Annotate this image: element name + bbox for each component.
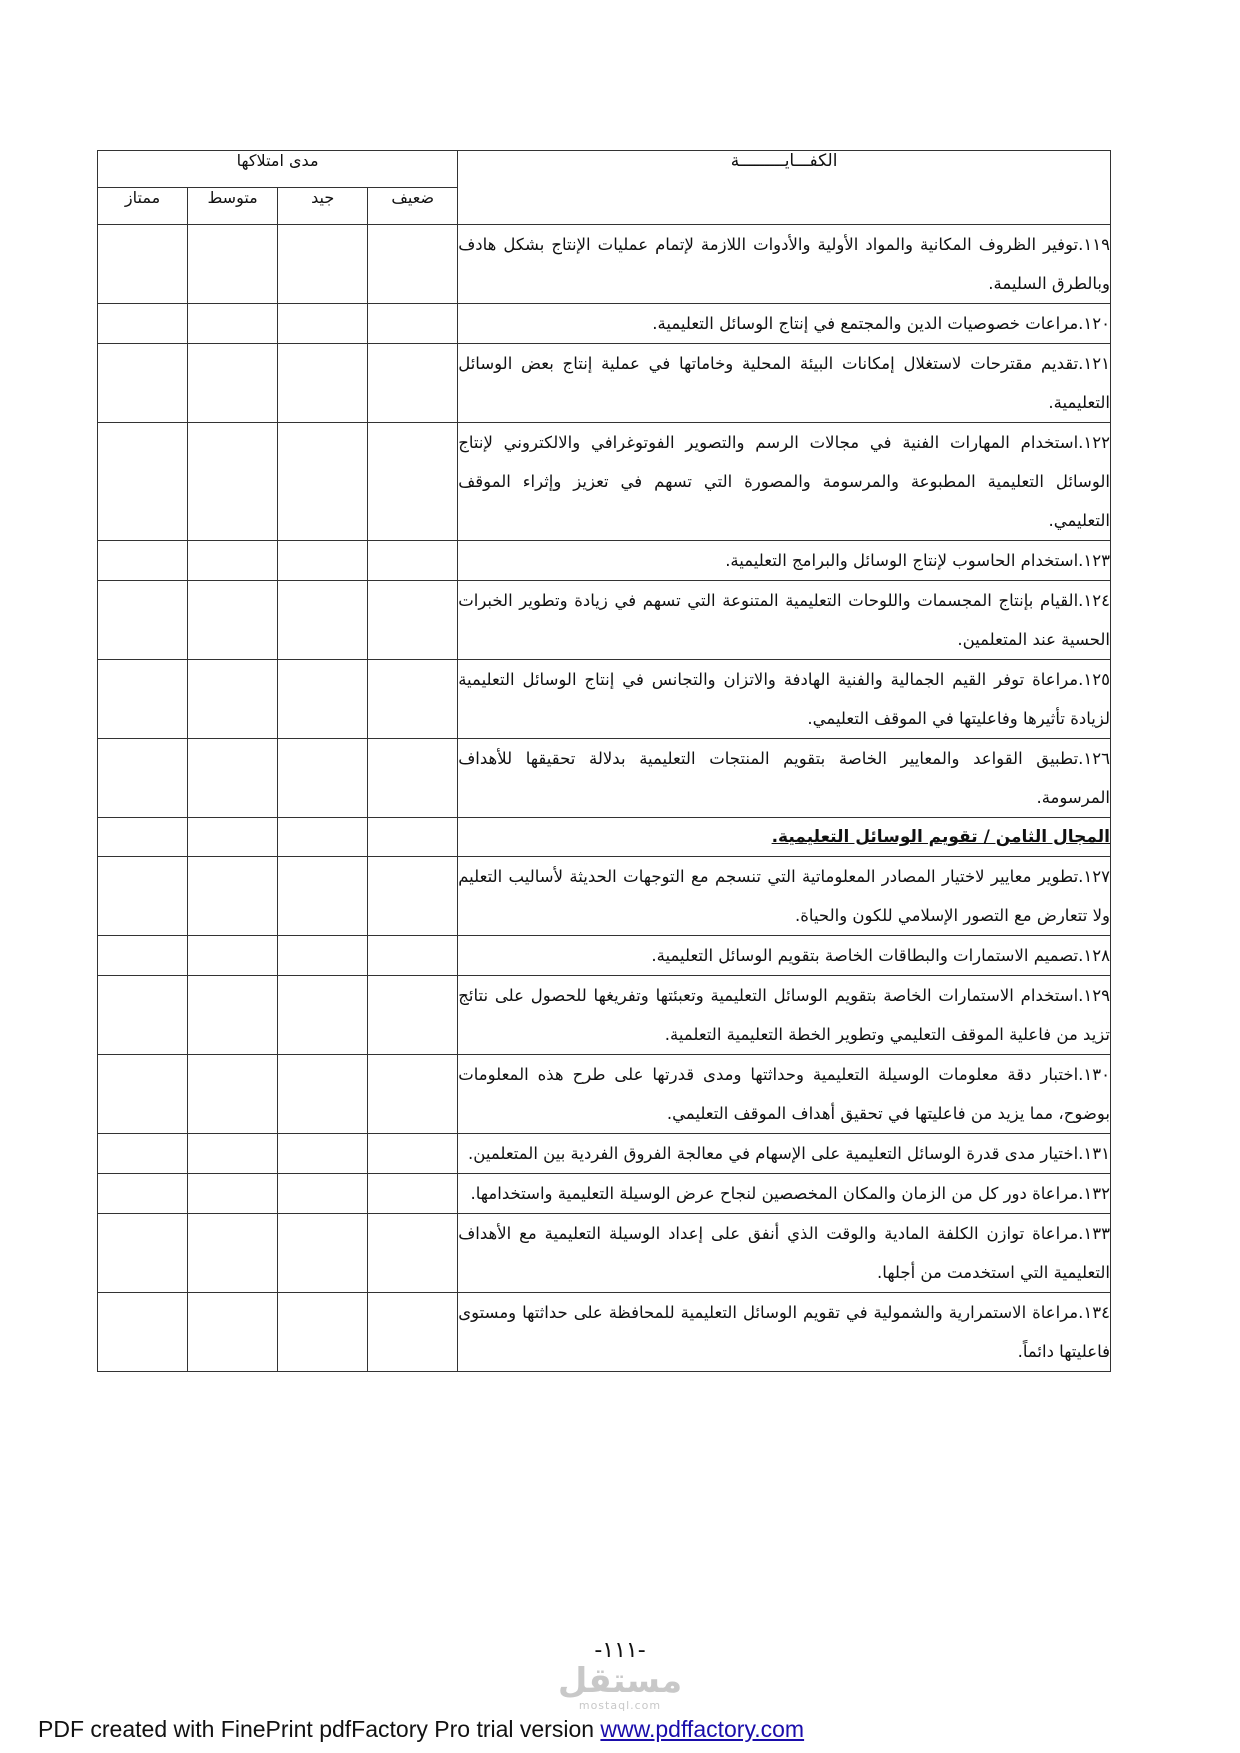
competency-text-continued: الوسائل التعليمية لزيادة تأثيرها وفاعليتها في الموقف التعليمي. <box>458 670 1110 728</box>
rating-cell[interactable] <box>98 936 188 976</box>
table-row <box>98 541 1111 581</box>
competency-cell <box>458 1174 1111 1214</box>
rating-cell[interactable] <box>368 818 458 857</box>
rating-cell[interactable] <box>188 344 278 423</box>
rating-cell[interactable] <box>98 581 188 660</box>
competency-text-continued: وتطوير الخبرات الحسية عند المتعلمين. <box>458 591 1110 649</box>
competency-cell <box>458 1293 1111 1372</box>
rating-cell[interactable] <box>368 936 458 976</box>
rating-cell[interactable] <box>188 225 278 304</box>
table-row <box>98 1293 1111 1372</box>
header-level-average: متوسط <box>188 188 278 225</box>
rating-cell[interactable] <box>188 976 278 1055</box>
rating-cell[interactable] <box>368 225 458 304</box>
rating-cell[interactable] <box>278 581 368 660</box>
rating-cell[interactable] <box>368 344 458 423</box>
competency-text-continued: الحديثة لأساليب التعليم ولا تتعارض مع التصور الإسلامي للكون والحياة. <box>458 867 1110 925</box>
watermark-logo <box>545 1663 695 1712</box>
rating-cell[interactable] <box>368 304 458 344</box>
rating-cell[interactable] <box>188 660 278 739</box>
watermark-main: مستقل <box>557 1661 683 1701</box>
rating-cell[interactable] <box>278 1174 368 1214</box>
rating-cell[interactable] <box>278 1293 368 1372</box>
rating-cell[interactable] <box>278 1055 368 1134</box>
rating-cell[interactable] <box>278 818 368 857</box>
table-row <box>98 660 1111 739</box>
rating-cell[interactable] <box>188 581 278 660</box>
header-level-weak: ضعيف <box>368 188 458 225</box>
competency-text: ١٣٤.مراعاة الاستمرارية والشمولية في تقويم الوسائل التعليمية للمحافظة على <box>573 1303 1110 1322</box>
rating-cell[interactable] <box>278 739 368 818</box>
rating-cell[interactable] <box>188 1214 278 1293</box>
rating-cell[interactable] <box>368 1214 458 1293</box>
competency-text-continued: هذه المعلومات بوضوح، مما يزيد من فاعليتها في تحقيق أهداف الموقف التعليمي. <box>458 1065 1110 1123</box>
rating-cell[interactable] <box>278 225 368 304</box>
rating-cell[interactable] <box>98 344 188 423</box>
rating-cell[interactable] <box>188 1293 278 1372</box>
rating-cell[interactable] <box>278 1214 368 1293</box>
rating-cell[interactable] <box>368 739 458 818</box>
rating-cell[interactable] <box>98 1055 188 1134</box>
competency-text: ١٣٣.مراعاة توازن الكلفة المادية والوقت الذي أنفق على إعداد الوسيلة <box>608 1224 1111 1243</box>
rating-cell[interactable] <box>368 423 458 541</box>
rating-cell[interactable] <box>278 936 368 976</box>
competency-text: ١٢٣.استخدام الحاسوب لإنتاج الوسائل والبرامج التعليمية. <box>725 551 1110 570</box>
table-row <box>98 1134 1111 1174</box>
competency-text: ١٢٤.القيام بإنتاج المجسمات واللوحات التعليمية المتنوعة التي تسهم في زيادة <box>574 591 1110 610</box>
rating-cell[interactable] <box>278 857 368 936</box>
watermark-sub: mostaql.com <box>578 1699 662 1712</box>
table-row <box>98 857 1111 936</box>
rating-cell[interactable] <box>188 818 278 857</box>
table-row <box>98 423 1111 541</box>
competency-cell <box>458 1055 1111 1134</box>
competency-cell <box>458 976 1111 1055</box>
competency-text: ١٢١.تقديم مقترحات لاستغلال إمكانات البيئة المحلية وخاماتها في عملية <box>601 354 1111 373</box>
table-row <box>98 936 1111 976</box>
table-row <box>98 344 1111 423</box>
rating-cell[interactable] <box>278 660 368 739</box>
competency-text-continued: للحصول على نتائج تزيد من فاعلية الموقف التعليمي وتطوير الخطة التعليمية التعلمية. <box>458 986 1110 1044</box>
table-row <box>98 1055 1111 1134</box>
rating-cell[interactable] <box>98 1174 188 1214</box>
competency-text-continued: الإنتاج بشكل هادف وبالطرق السليمة. <box>458 235 1110 293</box>
competency-table <box>97 150 1111 1372</box>
rating-cell[interactable] <box>368 541 458 581</box>
footer-text: PDF created with FinePrint pdfFactory Pro trial version <box>38 1716 601 1742</box>
page-number: -١١١- <box>594 1638 646 1663</box>
rating-cell[interactable] <box>98 857 188 936</box>
rating-cell[interactable] <box>188 541 278 581</box>
table-row <box>98 1214 1111 1293</box>
table-row <box>98 1174 1111 1214</box>
table-row <box>98 581 1111 660</box>
rating-cell[interactable] <box>188 936 278 976</box>
rating-cell[interactable] <box>98 976 188 1055</box>
rating-cell[interactable] <box>188 1055 278 1134</box>
rating-cell[interactable] <box>188 857 278 936</box>
competency-text: ١٢٦.تطبيق القواعد والمعايير الخاصة بتقويم المنتجات التعليمية بدلالة <box>589 749 1110 768</box>
rating-cell[interactable] <box>278 976 368 1055</box>
table-row <box>98 225 1111 304</box>
rating-cell[interactable] <box>278 541 368 581</box>
rating-cell[interactable] <box>98 541 188 581</box>
rating-cell[interactable] <box>98 1134 188 1174</box>
rating-cell[interactable] <box>278 344 368 423</box>
rating-cell[interactable] <box>188 739 278 818</box>
rating-cell[interactable] <box>98 660 188 739</box>
competency-cell <box>458 1214 1111 1293</box>
rating-cell[interactable] <box>98 818 188 857</box>
table-row <box>98 976 1111 1055</box>
competency-cell <box>458 936 1111 976</box>
rating-cell[interactable] <box>368 1055 458 1134</box>
competency-cell <box>458 660 1111 739</box>
rating-cell[interactable] <box>278 304 368 344</box>
rating-cell[interactable] <box>188 304 278 344</box>
rating-cell[interactable] <box>278 423 368 541</box>
table-body <box>98 225 1111 1372</box>
competency-text-continued: إنتاج بعض الوسائل التعليمية. <box>458 354 1110 412</box>
rating-cell[interactable] <box>98 423 188 541</box>
competency-cell <box>458 225 1111 304</box>
rating-cell[interactable] <box>188 1134 278 1174</box>
section-row <box>98 818 1111 857</box>
rating-cell[interactable] <box>278 1134 368 1174</box>
competency-cell <box>458 739 1111 818</box>
rating-cell[interactable] <box>98 304 188 344</box>
competency-text: ١٣٢.مراعاة دور كل من الزمان والمكان المخصصين لنجاح عرض الوسيلة <box>619 1184 1110 1203</box>
rating-cell[interactable] <box>368 857 458 936</box>
competency-text: ١٢٢.استخدام المهارات الفنية في مجالات الرسم والتصوير الفوتوغرافي <box>591 433 1110 452</box>
rating-cell[interactable] <box>98 1293 188 1372</box>
competency-text-continued: تحقيقها للأهداف المرسومة. <box>458 749 1110 807</box>
competency-text: ١٢٨.تصميم الاستمارات والبطاقات الخاصة بتقويم الوسائل التعليمية. <box>651 946 1110 965</box>
table-row <box>98 739 1111 818</box>
table-row <box>98 304 1111 344</box>
competency-cell <box>458 423 1111 541</box>
competency-cell <box>458 857 1111 936</box>
section-title <box>458 818 1111 857</box>
competency-text-continued: والالكتروني لإنتاج الوسائل التعليمية المطبوعة والمرسومة والمصورة التي تسهم في تعزيز وإثراء الموقف التعليمي. <box>458 433 1110 530</box>
rating-cell[interactable] <box>368 976 458 1055</box>
competency-text: ١٢٠.مراعات خصوصيات الدين والمجتمع في إنتاج الوسائل التعليمية. <box>652 314 1110 333</box>
competency-cell <box>458 1134 1111 1174</box>
competency-cell <box>458 541 1111 581</box>
rating-cell[interactable] <box>188 1174 278 1214</box>
competency-text: ١٣٠.اختبار دقة معلومات الوسيلة التعليمية وحداثتها ومدى قدرتها على طرح <box>572 1065 1111 1084</box>
competency-text-continued: الفردية بين المتعلمين. <box>468 1144 619 1163</box>
header-level-good: جيد <box>278 188 368 225</box>
rating-cell[interactable] <box>98 1214 188 1293</box>
rating-cell[interactable] <box>98 225 188 304</box>
pdf-footer <box>38 1716 804 1743</box>
competency-cell <box>458 344 1111 423</box>
footer-link[interactable]: www.pdffactory.com <box>600 1716 805 1742</box>
rating-cell[interactable] <box>98 739 188 818</box>
section-title-text: المجال الثامن / تقويم الوسائل التعليمية. <box>771 827 1110 847</box>
competency-text: ١١٩.توفير الظروف المكانية والمواد الأولية والأدوات اللازمة لإتمام عمليات <box>597 235 1110 254</box>
competency-text-continued: حداثتها ومستوى فاعليتها دائماً. <box>458 1303 1110 1361</box>
competency-cell <box>458 304 1111 344</box>
rating-cell[interactable] <box>368 1293 458 1372</box>
rating-cell[interactable] <box>188 423 278 541</box>
header-ownership-level: مدى امتلاكها <box>98 151 458 188</box>
competency-text: ١٢٥.مراعاة توفر القيم الجمالية والفنية الهادفة والاتزان والتجانس في إنتاج <box>584 670 1110 689</box>
rating-cell[interactable] <box>368 581 458 660</box>
competency-text: ١٢٩.استخدام الاستمارات الخاصة بتقويم الوسائل التعليمية وتعبئتها وتفريغها <box>593 986 1110 1005</box>
rating-cell[interactable] <box>368 1134 458 1174</box>
rating-cell[interactable] <box>368 660 458 739</box>
rating-cell[interactable] <box>368 1174 458 1214</box>
competency-text: ١٢٧.تطوير معايير لاختيار المصادر المعلوماتية التي تنسجم مع التوجهات <box>623 867 1111 886</box>
competency-text-continued: التعليمية مع الأهداف التعليمية التي استخدمت من أجلها. <box>458 1224 1110 1282</box>
competency-text-continued: التعليمية واستخدامها. <box>470 1184 615 1203</box>
header-competency: الكفـــايـــــــــة <box>458 151 1111 225</box>
competency-cell <box>458 581 1111 660</box>
competency-text: ١٣١.اختيار مدى قدرة الوسائل التعليمية على الإسهام في معالجة الفروق <box>623 1144 1110 1163</box>
header-level-excellent: ممتاز <box>98 188 188 225</box>
